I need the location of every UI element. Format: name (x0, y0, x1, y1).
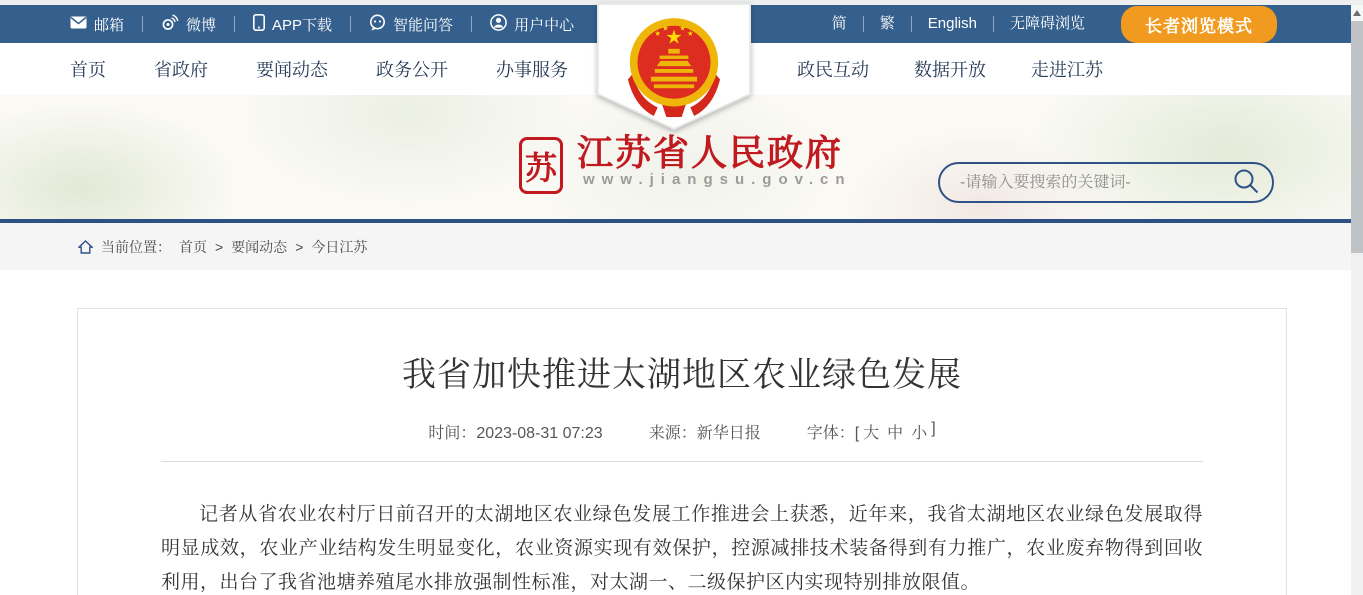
breadcrumb-label: 当前位置： (101, 238, 171, 255)
nav-left-group (70, 43, 568, 95)
breadcrumb (0, 223, 1363, 270)
site-logo-seal (519, 137, 563, 194)
topbar-item-app-download[interactable] (235, 16, 351, 32)
topbar-item-label: 微博 (186, 16, 217, 34)
search-input[interactable] (960, 174, 1233, 192)
article-card (77, 308, 1287, 595)
font-size-medium-button[interactable]: 中 (887, 425, 904, 442)
article-time: 时间：2023-08-31 07:23 (428, 425, 603, 442)
breadcrumb-item-news[interactable]: 要闻动态 (231, 238, 288, 255)
national-emblem-icon (626, 16, 722, 122)
scrollbar-up-arrow[interactable] (1351, 5, 1363, 21)
nav-item-news[interactable]: 要闻动态 (256, 60, 328, 80)
font-size-label: 字体：[ (806, 425, 860, 442)
scrollbar[interactable] (1351, 5, 1363, 595)
search-box (938, 162, 1274, 203)
search-button[interactable] (1233, 168, 1260, 198)
topbar-item-weibo[interactable] (143, 16, 235, 32)
nav-item-provincial-gov[interactable]: 省政府 (154, 60, 208, 80)
topbar-item-smart-qa[interactable] (351, 16, 472, 32)
article-meta (78, 420, 1286, 443)
breadcrumb-item-home[interactable]: 首页 (179, 238, 207, 255)
article-body: 记者从省农业农村厅日前召开的太湖地区农业绿色发展工作推进会上获悉，近年来，我省太湖地区农业绿色发展取得明显成效，农业产业结构发生明显变化，农业资源实现有效保护，控源减排技术装备得到有力推广，农业废弃物得到回收利用，出台了我省池塘养殖尾水排放强制性标准，对太湖一、二级保护区内实现特别排放限值。 (161, 504, 1203, 593)
weibo-icon (161, 14, 179, 34)
breadcrumb-item-current: 今日江苏 (311, 238, 368, 255)
article-source: 来源：新华日报 (648, 425, 761, 442)
site-url: www.jiangsu.gov.cn (583, 171, 852, 188)
meta-divider (161, 461, 1203, 462)
elder-mode-button[interactable]: 长者浏览模式 (1121, 6, 1277, 43)
nav-item-interaction[interactable]: 政民互动 (797, 60, 869, 80)
scrollbar-thumb[interactable] (1351, 21, 1363, 253)
topbar-item-label: APP下载 (272, 16, 333, 34)
topbar-item-label: 用户中心 (514, 16, 575, 34)
user-icon (490, 14, 507, 35)
phone-icon (253, 14, 265, 35)
lang-simplified-link[interactable]: 简 (816, 16, 864, 32)
seal-character: 苏 (524, 149, 557, 186)
mail-icon (70, 16, 87, 33)
topbar-right-group (816, 6, 1277, 43)
topbar-item-label: 邮箱 (94, 16, 125, 34)
breadcrumb-separator: > (295, 238, 304, 255)
nav-item-services[interactable]: 办事服务 (496, 60, 568, 80)
article-title: 我省加快推进太湖地区农业绿色发展 (402, 356, 962, 394)
topbar-item-mail[interactable] (52, 16, 143, 32)
nav-item-home[interactable]: 首页 (70, 60, 106, 80)
search-icon (1233, 168, 1260, 198)
nav-item-gov-affairs[interactable]: 政务公开 (376, 60, 448, 80)
topbar-item-label: 智能问答 (393, 16, 454, 34)
home-icon (78, 240, 93, 254)
qa-icon (369, 14, 386, 35)
font-size-bracket: ] (931, 420, 936, 437)
topbar-item-user-center[interactable] (472, 16, 592, 32)
font-size-small-button[interactable]: 小 (911, 425, 928, 442)
nav-right-group (797, 43, 1103, 95)
lang-traditional-link[interactable]: 繁 (864, 16, 912, 32)
font-size-controls (807, 420, 936, 443)
font-size-large-button[interactable]: 大 (863, 425, 880, 442)
breadcrumb-separator: > (215, 238, 224, 255)
site-title: 江苏省人民政府 (577, 132, 844, 173)
lang-english-link[interactable]: English (912, 16, 994, 32)
accessibility-link[interactable]: 无障碍浏览 (1009, 15, 1085, 32)
nav-item-about-jiangsu[interactable]: 走进江苏 (1031, 60, 1103, 80)
topbar-left-group (52, 16, 592, 32)
nav-item-open-data[interactable]: 数据开放 (914, 60, 986, 80)
